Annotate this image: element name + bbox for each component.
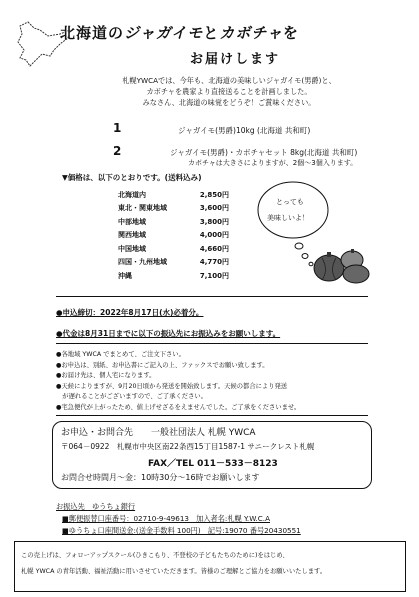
table-row: 四国・九州地域 4,770円: [118, 258, 229, 267]
table-row: 北海道内 2,850円: [118, 190, 229, 199]
list-item: ●天候によりますが、9月20日頃から発送を開始致します。天候の都合により発送: [56, 382, 288, 390]
list-item: ●宅急便代が上がったため、値上げせざるをえませんでした。ご了承をくださいませ。: [56, 403, 301, 411]
bubble-text-1: とっても: [276, 198, 304, 206]
footer-line-2: 札幌 YWCA の青年活動、福祉活動に用いさせていただきます。皆様のご理解とご協力をお願いいたします。: [21, 568, 327, 575]
deadline-note: ●申込締切：2022年8月17日(水)必着分。: [56, 308, 204, 317]
contact-hours: お問合せ時間月～金：10時30分～16時でお願いします: [61, 473, 260, 482]
footer-box: [14, 541, 406, 592]
table-row: 関西地域 4,000円: [118, 231, 229, 240]
footer-line-1: この売上げは、フォローアップスクール(ひきこもり、不登校の子どもたちのために)をはじめ、: [21, 552, 289, 559]
contact-box: [52, 421, 372, 489]
bank-line-1: ■郵便振替口座番号：02710-9-49613 加入者名:札幌 Y.W.C.A: [62, 514, 270, 523]
contact-org: お申込・お問合先 一般社団法人 札幌 YWCA: [61, 428, 256, 438]
page-subtitle: お届けします: [190, 52, 281, 67]
contact-address: 〒064－0922 札幌市中央区南22条西15丁目1587-1 サニークレスト札幌: [61, 442, 315, 451]
divider: [56, 415, 368, 416]
table-row: 沖縄 7,100円: [118, 271, 229, 280]
table-row: 中国地域 4,660円: [118, 244, 229, 253]
bank-line-2: ■ゆうちょ口座間送金:(送金手数料 100円) 記号:19070 番号20430551: [62, 526, 301, 535]
contact-fax-tel: FAX／TEL 011－533－8123: [148, 459, 278, 469]
intro-text: 札幌YWCAでは、今年も、北海道の美味しいジャガイモ(男爵)と、 カボチャを農家より直接送ることを計画しました。 みなさん、北海道の味覚をどうぞ！ご賞味ください。: [122, 76, 336, 107]
price-table: [118, 188, 229, 283]
table-row: 中部地域 3,800円: [118, 217, 229, 226]
price-header: ▼価格は、以下のとおりです。(送料込み): [62, 173, 202, 182]
list-item: ●お届け先は、個人宅になります。: [56, 372, 156, 379]
table-row: 東北・関東地域 3,600円: [118, 204, 229, 213]
list-item: が遅れることがございますので、ご了承ください。: [56, 393, 207, 400]
hokkaido-map-icon: [14, 20, 72, 70]
product-2-name: ジャガイモ(男爵)・カボチャセット 8kg(北海道 共和町): [170, 148, 358, 157]
divider: [56, 343, 368, 344]
product-2-number: 2: [113, 144, 122, 158]
divider: [56, 296, 368, 297]
pumpkin-illustration: [312, 246, 372, 284]
page-title: 北海道のジャガイモとカボチャを: [60, 24, 299, 42]
product-1-number: 1: [113, 121, 122, 135]
list-item: ●各地域 YWCA でまとめて、ご注文下さい。: [56, 351, 185, 358]
notes-list: [56, 350, 300, 413]
bubble-text-2: 美味しいよ！: [267, 214, 309, 222]
payment-note: ●代金は8月31日までに以下の振込先にお振込みをお願いします。: [56, 329, 281, 338]
list-item: ●お申込は、別紙、お申込書にご記入の上、ファックスでお願い致します。: [56, 361, 269, 369]
product-2-note: カボチャは大きさによりますが、2個～3個入ります。: [188, 159, 358, 167]
product-1-name: ジャガイモ(男爵)10kg (北海道 共和町): [178, 126, 311, 135]
bank-header: お振込先 ゆうちょ銀行: [56, 502, 136, 511]
